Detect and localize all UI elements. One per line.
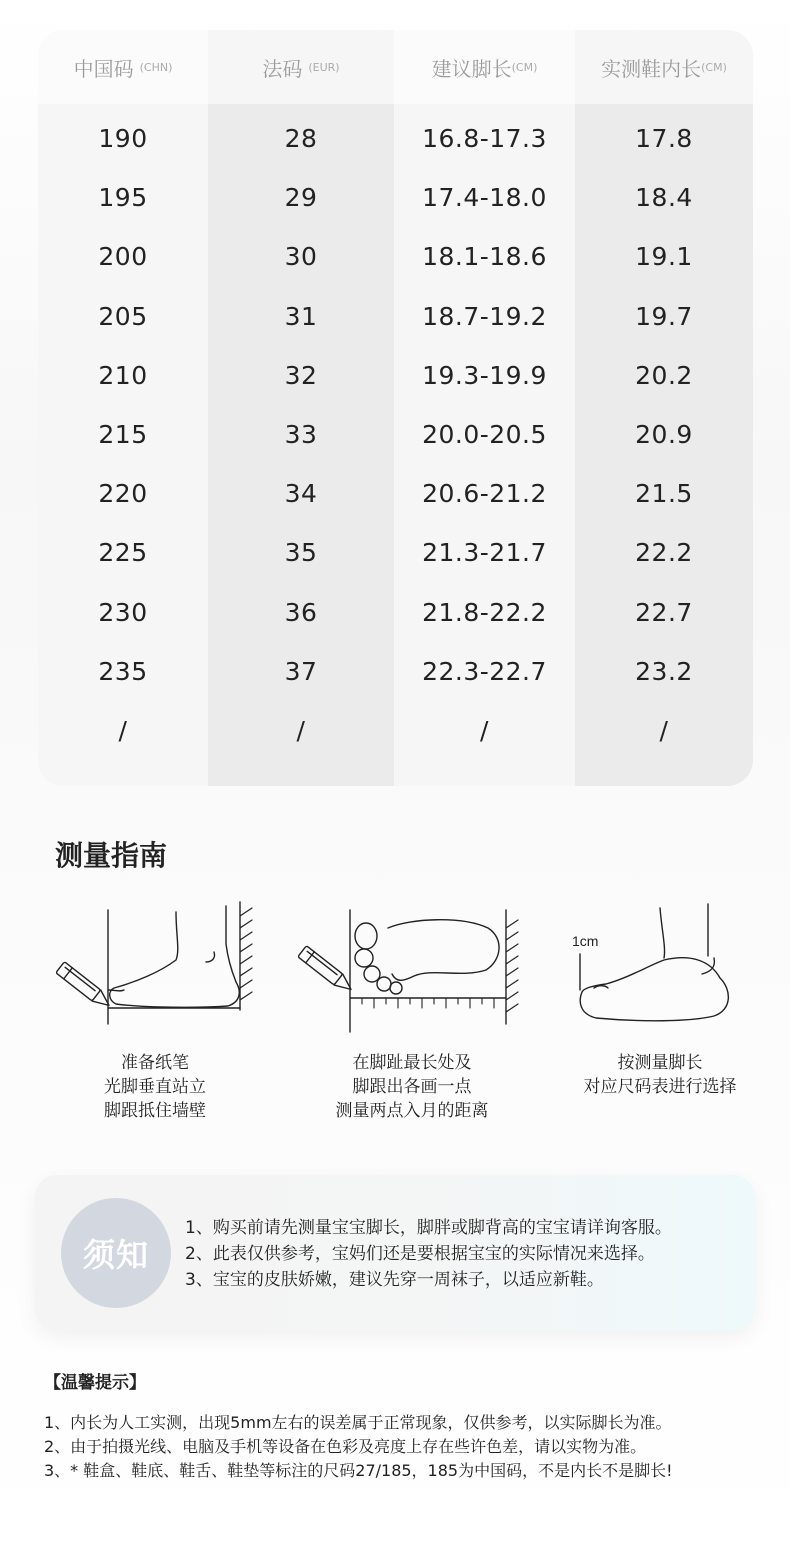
table-cell-foot-length: 17.4-18.0 (422, 183, 547, 213)
notice-line-2: 2、此表仅供参考，宝妈们还是要根据宝宝的实际情况来选择。 (185, 1244, 655, 1264)
table-cell-chn: 205 (98, 301, 148, 331)
table-cell-foot-length: 18.7-19.2 (422, 301, 547, 331)
foot-in-shoe-icon (560, 898, 760, 1043)
notice-list (185, 1215, 672, 1293)
table-cell-inner-length: 20.9 (635, 420, 693, 449)
table-cell-chn: 220 (98, 479, 148, 509)
guide-step-stand (50, 898, 260, 1121)
notice-line-3: 3、宝宝的皮肤娇嫩，建议先穿一周袜子，以适应新鞋。 (185, 1270, 604, 1290)
notice-badge: 须知 (61, 1198, 171, 1308)
notice-card (35, 1175, 755, 1331)
column-eur (208, 30, 394, 786)
step1-line2: 光脚垂直站立 (104, 1077, 206, 1097)
guide-step-choose (560, 898, 760, 1097)
table-cell-eur: 34 (284, 479, 318, 509)
table-cell-chn: 225 (98, 538, 148, 568)
foot-side-pencil-icon (50, 898, 260, 1043)
table-cell-chn: 215 (98, 420, 148, 449)
table-cell-chn: 190 (98, 124, 148, 153)
step2-line3: 测量两点入月的距离 (335, 1101, 489, 1121)
table-header-band (38, 30, 753, 104)
table-cell-chn: 200 (98, 242, 148, 272)
table-cell-eur: 31 (284, 301, 318, 331)
notice-line-1: 1、购买前请先测量宝宝脚长，脚胖或脚背高的宝宝请详询客服。 (185, 1218, 672, 1238)
table-cell-foot-length: / (480, 716, 489, 745)
table-cell-inner-length: 22.7 (635, 597, 693, 627)
tips-list (44, 1411, 673, 1483)
step3-line2: 对应尺码表进行选择 (583, 1077, 737, 1097)
table-cell-chn: 230 (98, 597, 148, 627)
table-cell-foot-length: 21.8-22.2 (422, 597, 547, 627)
foot-top-ruler-icon (292, 898, 532, 1043)
tips-title: 【温馨提示】 (44, 1373, 146, 1393)
table-cell-inner-length: 21.5 (635, 479, 693, 509)
table-cell-foot-length: 22.3-22.7 (422, 656, 547, 686)
guide-step-mark (292, 898, 532, 1121)
step2-line2: 脚跟出各画一点 (352, 1077, 472, 1097)
table-cell-eur: / (296, 716, 306, 745)
table-cell-inner-length: 23.2 (635, 656, 693, 686)
table-cell-inner-length: 19.7 (635, 301, 693, 331)
table-cell-chn: 195 (98, 183, 148, 213)
guide-title: 测量指南 (55, 839, 168, 872)
step3-line1: 按测量脚长 (617, 1053, 703, 1073)
table-cell-foot-length: 19.3-19.9 (422, 360, 547, 390)
table-cell-chn: / (118, 716, 128, 745)
table-cell-eur: 32 (284, 360, 318, 390)
step2-line1: 在脚趾最长处及 (352, 1053, 472, 1073)
tip-line-2: 2、由于拍摄光线、电脑及手机等设备在色彩及亮度上存在些许色差，请以实物为准。 (44, 1437, 647, 1456)
table-cell-foot-length: 20.6-21.2 (422, 479, 547, 509)
table-cell-eur: 35 (284, 538, 318, 568)
table-cell-eur: 37 (284, 656, 318, 686)
table-cell-inner-length: 19.1 (635, 242, 693, 272)
table-cell-chn: 210 (98, 360, 148, 390)
table-cell-inner-length: 17.8 (635, 124, 693, 153)
table-cell-foot-length: 21.3-21.7 (422, 538, 547, 568)
column-inner-length (575, 30, 753, 786)
table-cell-eur: 28 (284, 124, 318, 153)
table-cell-foot-length: 18.1-18.6 (422, 242, 547, 272)
table-cell-eur: 30 (284, 242, 318, 272)
tip-line-1: 1、内长为人工实测，出现5mm左右的误差属于正常现象，仅供参考，以实际脚长为准。 (44, 1413, 672, 1432)
table-cell-eur: 29 (284, 183, 318, 213)
table-cell-eur: 36 (284, 597, 318, 627)
table-cell-inner-length: / (659, 716, 669, 745)
table-cell-inner-length: 22.2 (635, 538, 693, 568)
column-foot-length (394, 30, 575, 786)
column-chn (38, 30, 208, 786)
table-cell-inner-length: 18.4 (635, 183, 693, 213)
one-cm-label: 1cm (572, 933, 599, 949)
table-cell-chn: 235 (98, 656, 148, 686)
table-cell-foot-length: 20.0-20.5 (422, 420, 547, 449)
tip-line-3: 3、* 鞋盒、鞋底、鞋舌、鞋垫等标注的尺码27/185，185为中国码，不是内长不是脚长! (44, 1461, 673, 1480)
table-cell-eur: 33 (284, 420, 318, 449)
size-chart-table (38, 30, 753, 786)
table-cell-foot-length: 16.8-17.3 (422, 124, 547, 153)
step1-line1: 准备纸笔 (121, 1053, 189, 1073)
step1-line3: 脚跟抵住墙壁 (104, 1101, 206, 1121)
table-cell-inner-length: 20.2 (635, 360, 693, 390)
